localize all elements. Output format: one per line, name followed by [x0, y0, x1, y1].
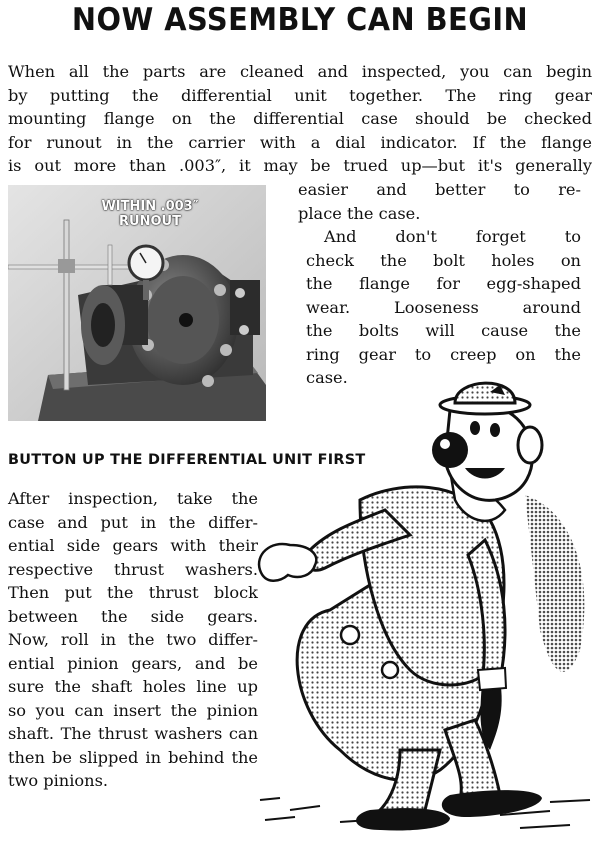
body-line: After inspection, take the — [8, 489, 258, 508]
page-title: NOW ASSEMBLY CAN BEGIN — [71, 2, 529, 38]
intro-line: When all the parts are cleaned and inspected, you can begin — [8, 62, 592, 81]
body-line: so you can insert the pinion — [8, 700, 258, 720]
bolt-line: the bolts will cause the — [306, 321, 581, 340]
bolt-paragraph — [306, 225, 581, 390]
body-line: between the side gears. — [8, 606, 258, 626]
body-line: then be slipped in behind the — [8, 747, 258, 767]
body-line: ential pinion gears, and be — [8, 653, 258, 673]
differential-photo — [8, 185, 266, 421]
body-line: ential side gears with their — [8, 536, 258, 555]
photo-label — [90, 199, 210, 229]
intro-paragraph — [8, 60, 592, 178]
bolt-line: And don't forget to — [324, 227, 581, 246]
intro-line: is out more than .003″, it may be trued up—but it's generally — [8, 156, 592, 175]
intro-cont-line: place the case. — [298, 203, 421, 223]
body-line: two pinions. — [8, 771, 109, 790]
photo-label-line: WITHIN .003″ — [101, 199, 199, 214]
bolt-line: case. — [306, 368, 348, 387]
clown-cartoon — [250, 370, 600, 843]
intro-line: by putting the differential unit together. The ring gear — [8, 85, 592, 105]
section-heading: BUTTON UP THE DIFFERENTIAL UNIT FIRST — [8, 452, 366, 468]
body-line: Then put the thrust block — [8, 583, 258, 602]
body-line: sure the shaft holes line up — [8, 677, 258, 696]
body-line: respective thrust washers. — [8, 559, 258, 579]
body-line: shaft. The thrust washers can — [8, 724, 258, 743]
body-line: Now, roll in the two differ- — [8, 630, 258, 649]
intro-line: for runout in the carrier with a dial indicator. If the flange — [8, 132, 592, 152]
body-line: case and put in the differ- — [8, 512, 258, 532]
bolt-line: the flange for egg-shaped — [306, 274, 581, 293]
bolt-line: ring gear to creep on the — [306, 344, 581, 364]
body-paragraph — [8, 487, 258, 793]
intro-cont-line: easier and better to re- — [298, 180, 581, 199]
bolt-line: wear. Looseness around — [306, 297, 581, 317]
bolt-line: check the bolt holes on — [306, 250, 581, 270]
intro-line: mounting flange on the differential case should be checked — [8, 109, 592, 128]
photo-label-line: RUNOUT — [119, 214, 181, 229]
intro-continuation — [298, 178, 581, 225]
